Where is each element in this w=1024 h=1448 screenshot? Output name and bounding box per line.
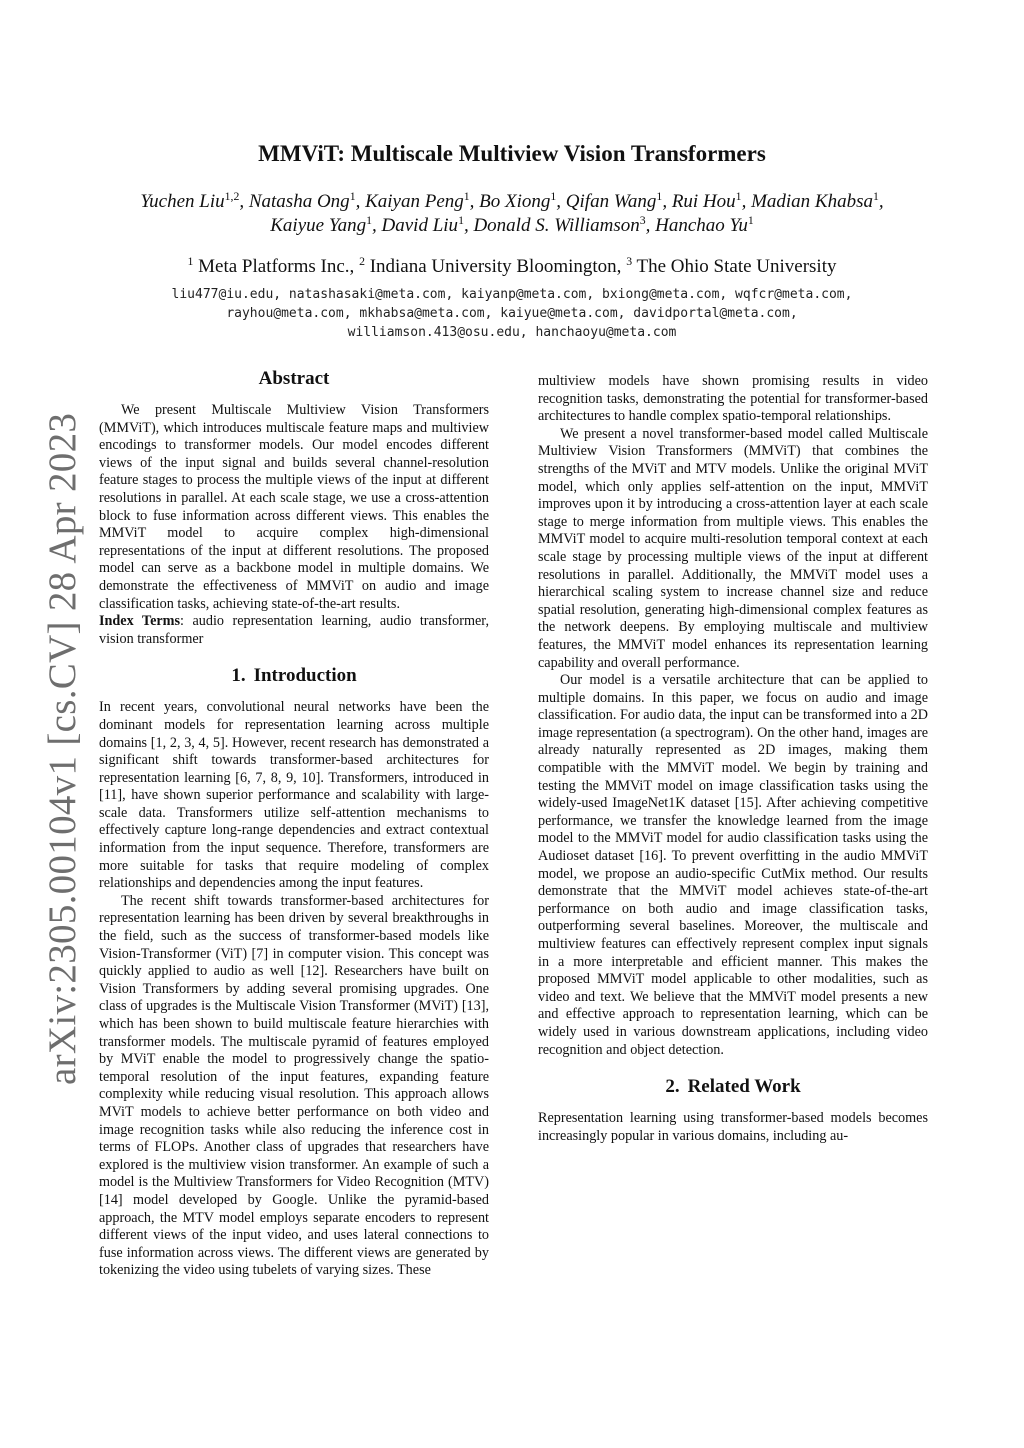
left-column	[99, 367, 489, 1280]
author-name: Natasha Ong	[248, 191, 350, 212]
intro-paragraph-3: We present a novel transformer-based model called Multiscale Multiview Vision Transformers (MMViT) that combines the strengths of the MViT and MTV models. Unlike the original MViT model, which only applies self-attention on the input, MMViT improves upon it by introducing a cross-attention layer at each scale stage to merge information from multiple views. This enables the MMViT model to acquire multi-resolution temporal context at each scale stage by processing multiple views of the input at different resolutions in parallel. Additionally, the MMViT model uses a hierarchical scaling system to increase channel size and reduce spatial resolution, generating high-dimensional complex features as the network deepens. By employing multiscale and multiview features, the MMViT model enhances its representation learning capability and overall performance.	[538, 425, 928, 671]
author-affil-sup: 1	[366, 213, 373, 227]
author-affil-sup: 1	[747, 213, 754, 227]
right-column	[538, 373, 928, 1145]
intro-paragraph-2-text: The recent shift towards transformer-based architectures for representation learning has been driven by several breakthroughs in the field, such as the success of transformer-based models like Vision-Transformer (ViT) [7] in computer vision. This concept was quickly applied to audio as well [12]. Researchers have built on Vision Transformers by adding several promising upgrades. One class of upgrades is the Multiscale Vision Transformer (MViT) [13], which has been shown to build multiscale feature hierarchies with transformer models. The multiscale pyramid of features employed by MViT enable the model to progressively change the spatio-temporal resolution of the input features, expanding feature complexity while reducing visual resolution. This approach allows MViT models to achieve better performance on both video and image recognition tasks while also reducing the inference cost in terms of FLOPs. Another class of upgrades that researchers have explored is the multiview vision transformer. An example of such a model is the Multiview Transformers for Video Recognition (MTV) [14] model developed by Google. Unlike the pyramid-based approach, the MTV model employs separate encoders to represent different views of the input video, and uses lateral connections to fuse information across views. The different views are generated by tokenizing the video using tubelets of varying sizes. These	[99, 892, 489, 1279]
section-number: 1.	[231, 665, 246, 687]
email-line: liu477@iu.edu, natashasaki@meta.com, kaiyanp@meta.com, bxiong@meta.com, wqfcr@meta.com,	[171, 287, 853, 302]
abstract-body: We present Multiscale Multiview Vision Transformers (MMViT), which introduces multiscale feature maps and multiview encodings to transformer models. Our model encodes different views of the input signal and builds several channel-resolution feature stages to process the multiple views of the input at different resolutions in parallel. At each scale stage, we use a cross-attention block to fuse information across different views. This enables the MMViT model to acquire complex high-dimensional representations of the input at different resolutions. The proposed model can serve as a backbone model in multiple domains. We demonstrate the effectiveness of MMViT on audio and image classification tasks, achieving state-of-the-art results.	[99, 402, 489, 612]
author-affil-sup: 1	[458, 213, 464, 227]
section-number: 2.	[665, 1076, 680, 1098]
author-affil-sup: 1	[463, 189, 470, 203]
author-list	[90, 190, 934, 238]
intro-paragraph-4: Our model is a versatile architecture that can be applied to multiple domains. In this paper, we focus on audio and image classification. For audio data, the input can be transformed into a 2D image representation (a spectrogram). On the other hand, images are already naturally represented as 2D images, making them compatible with the MMViT model. We begin by training and testing the MMViT model on image classification tasks using the widely-used ImageNet1K dataset [15]. After achieving competitive performance, we transfer the knowledge learned from the image model to the MMViT model for audio classification tasks using the Audioset dataset [16]. To prevent overfitting in the audio MMViT model, we propose an audio-specific CutMix method. Our results demonstrate that the MMViT model achieves state-of-the-art performance on both audio and image classification tasks, outperforming several baselines. Moreover, the multiscale and multiview features can effectively represent complex input signals in a more interpretable and efficient manner. This makes the proposed MMViT model applicable to other modalities, such as video and text. We believe that the MMViT model presents a new and effective approach to representation learning, which can be widely used in various downstream applications, including video recognition and object detection.	[538, 672, 928, 1058]
author-name: Madian Khabsa	[751, 191, 873, 212]
author-affil-sup: 1	[349, 189, 356, 203]
email-list	[80, 285, 944, 342]
abstract-heading: Abstract	[258, 368, 330, 389]
intro-paragraph-1: In recent years, convolutional neural networks have been the dominant models for representation learning across multiple domains [1, 2, 3, 4, 5]. However, recent research has demonstrated a significant shift towards transformer-based architectures for representation learning [6, 7, 8, 9, 10]. Transformers, introduced in [11], have shown superior performance and scalability with large-scale data. Transformers utilize self-attention mechanisms to effectively capture long-range dependencies and extract contextual information from the input sequence. Therefore, transformers are more suitable for tasks that require modeling of complex relationships and dependencies among the input features.	[99, 699, 489, 892]
author-name: Donald S. Williamson	[473, 215, 640, 236]
affil-sup: 3	[626, 254, 633, 268]
author-name: Yuchen Liu	[140, 191, 225, 212]
author-affil-sup: 1,2	[224, 189, 240, 203]
author-name: Kaiyue Yang	[270, 215, 367, 236]
author-name: Hanchao Yu	[655, 215, 748, 236]
author-name: Bo Xiong	[479, 191, 551, 212]
author-affil-sup: 1	[873, 189, 879, 203]
author-name: Kaiyan Peng	[365, 191, 464, 212]
related-paragraph-1: Representation learning using transformer-based models becomes increasingly popular in various domains, including au-	[538, 1110, 928, 1144]
affil-name: The Ohio State University	[636, 256, 837, 277]
author-affil-sup: 3	[639, 213, 646, 227]
email-line: rayhou@meta.com, mkhabsa@meta.com, kaiyue@meta.com, davidportal@meta.com,	[226, 306, 798, 321]
section-title: Related Work	[687, 1076, 801, 1098]
related-work-heading	[538, 1075, 928, 1099]
intro-heading	[99, 664, 489, 688]
email-line: williamson.413@osu.edu, hanchaoyu@meta.com	[347, 325, 677, 340]
author-name: Rui Hou	[671, 191, 736, 212]
author-name: Qifan Wang	[565, 191, 657, 212]
intro-paragraph-2	[99, 893, 489, 1280]
author-line-2: Kaiyue Yang$^1$, David Liu$^1$, Donald S. Williamson$^3$, Hanchao Yu$^1$	[270, 213, 754, 236]
index-terms-label: Index Terms	[99, 613, 181, 630]
affil-name: Meta Platforms Inc.,	[198, 256, 355, 277]
intro-paragraph-2-continued: multiview models have shown promising results in video recognition tasks, demonstrating the potential for transformer-based architectures to handle complex spatio-temporal relationships.	[538, 373, 928, 425]
author-affil-sup: 1	[550, 189, 557, 203]
index-terms	[99, 613, 489, 648]
author-affil-sup: 1	[656, 189, 663, 203]
affiliations	[0, 256, 1024, 278]
author-name: David Liu	[381, 215, 459, 236]
index-terms-text: : audio representation learning, audio transformer, vision transformer	[99, 613, 490, 647]
section-title: Introduction	[253, 665, 357, 687]
affil-name: Indiana University Bloomington,	[369, 256, 622, 277]
arxiv-identifier: arXiv:2305.00104v1 [cs.CV] 28 Apr 2023	[41, 412, 84, 1085]
paper-title: MMViT: Multiscale Multiview Vision Transformers	[258, 141, 766, 166]
affil-sup: 1	[187, 254, 194, 268]
author-affil-sup: 1	[735, 189, 742, 203]
author-line-1: Yuchen Liu$^{1,2}$, Natasha Ong$^1$, Kaiyan Peng$^1$, Bo Xiong$^1$, Qifan Wang$^1$, Rui Hou$^1$, Madian Khabsa$^1$,	[140, 189, 884, 212]
affil-sup: 2	[359, 254, 365, 268]
